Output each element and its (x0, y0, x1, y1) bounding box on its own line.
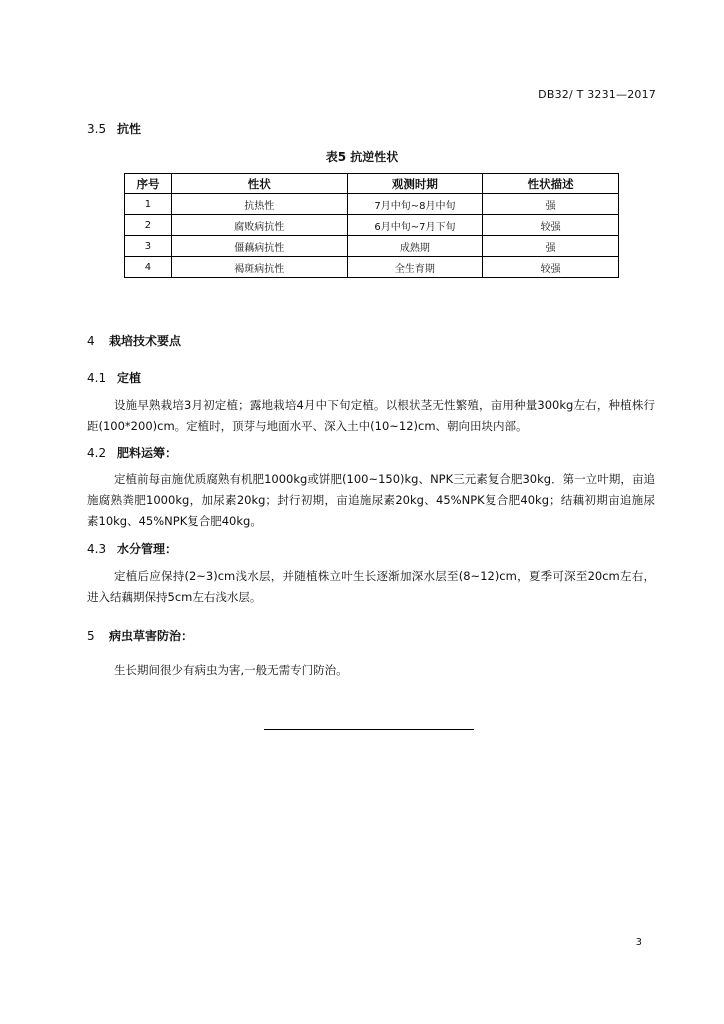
table-cell: 较强 (483, 215, 619, 236)
page-number: 3 (635, 937, 642, 948)
section-5-heading (87, 627, 193, 644)
table-caption: 表5 抗逆性状 (325, 150, 399, 164)
section-title: 栽培技术要点 (109, 334, 182, 348)
section-number: 4.1 (87, 371, 107, 385)
table-cell: 强 (483, 236, 619, 257)
section-number: 4 (87, 334, 95, 348)
table-cell: 较强 (483, 257, 619, 278)
section-number: 4.2 (87, 446, 107, 460)
table-cell: 6月中旬~7月下旬 (347, 215, 483, 236)
table-cell: 成熟期 (347, 236, 483, 257)
section-3-5-heading (87, 120, 141, 137)
table-row (125, 257, 619, 278)
table-cell: 褐斑病抗性 (171, 257, 347, 278)
table-cell: 7月中旬~8月中旬 (347, 194, 483, 215)
section-title: 病虫草害防治： (109, 629, 194, 643)
section-4-heading (87, 332, 181, 349)
section-4-2-heading (87, 444, 177, 461)
section-title: 抗性 (117, 122, 142, 136)
section-4-2-paragraph: 定植前每亩施优质腐熟有机肥1000kg或饼肥(100~150)kg、NPK三元素复合肥30kg．第一立叶期，亩追施腐熟粪肥1000kg，加尿素20kg；封行初期，亩追施尿素20kg、45%NPK复合肥40kg；结藕初期亩追施尿素10kg、45%NPK复合肥40kg。 (87, 472, 655, 528)
table-cell: 4 (125, 257, 172, 278)
column-header: 性状 (171, 174, 347, 194)
table-row (125, 194, 619, 215)
table-cell: 腐败病抗性 (171, 215, 347, 236)
table-row (125, 236, 619, 257)
resistance-table (124, 173, 619, 278)
table-cell: 抗热性 (171, 194, 347, 215)
section-number: 5 (87, 629, 95, 643)
standard-number: DB32/ T 3231—2017 (538, 88, 656, 101)
section-title: 定植 (117, 371, 142, 385)
section-number: 4.3 (87, 542, 107, 556)
table-row (125, 215, 619, 236)
table-cell: 全生育期 (347, 257, 483, 278)
section-4-3-paragraph: 定植后应保持(2~3)cm浅水层，并随植株立叶生长逐渐加深水层至(8~12)cm，夏季可深至20cm左右，进入结藕期保持5cm左右浅水层。 (87, 569, 655, 604)
table-cell: 强 (483, 194, 619, 215)
table-cell: 1 (125, 194, 172, 215)
section-title: 水分管理： (117, 542, 178, 556)
section-4-3-heading (87, 540, 177, 557)
column-header: 性状描述 (483, 174, 619, 194)
table-header-row (125, 174, 619, 194)
table-cell: 2 (125, 215, 172, 236)
column-header: 观测时期 (347, 174, 483, 194)
section-title: 肥料运筹： (117, 446, 178, 460)
section-4-1-paragraph: 设施早熟栽培3月初定植；露地栽培4月中下旬定植。以根状茎无性繁殖，亩用种量300kg左右，种植株行距(100*200)cm。定植时，顶芽与地面水平、深入土中(10~12)cm、朝向田块内部。 (87, 398, 655, 433)
section-5-paragraph: 生长期间很少有病虫为害,一般无需专门防治。 (114, 663, 348, 677)
table-cell: 3 (125, 236, 172, 257)
table-cell: 僵藕病抗性 (171, 236, 347, 257)
section-4-1-heading (87, 369, 141, 386)
column-header: 序号 (125, 174, 172, 194)
section-number: 3.5 (87, 122, 107, 136)
end-rule (264, 729, 474, 730)
